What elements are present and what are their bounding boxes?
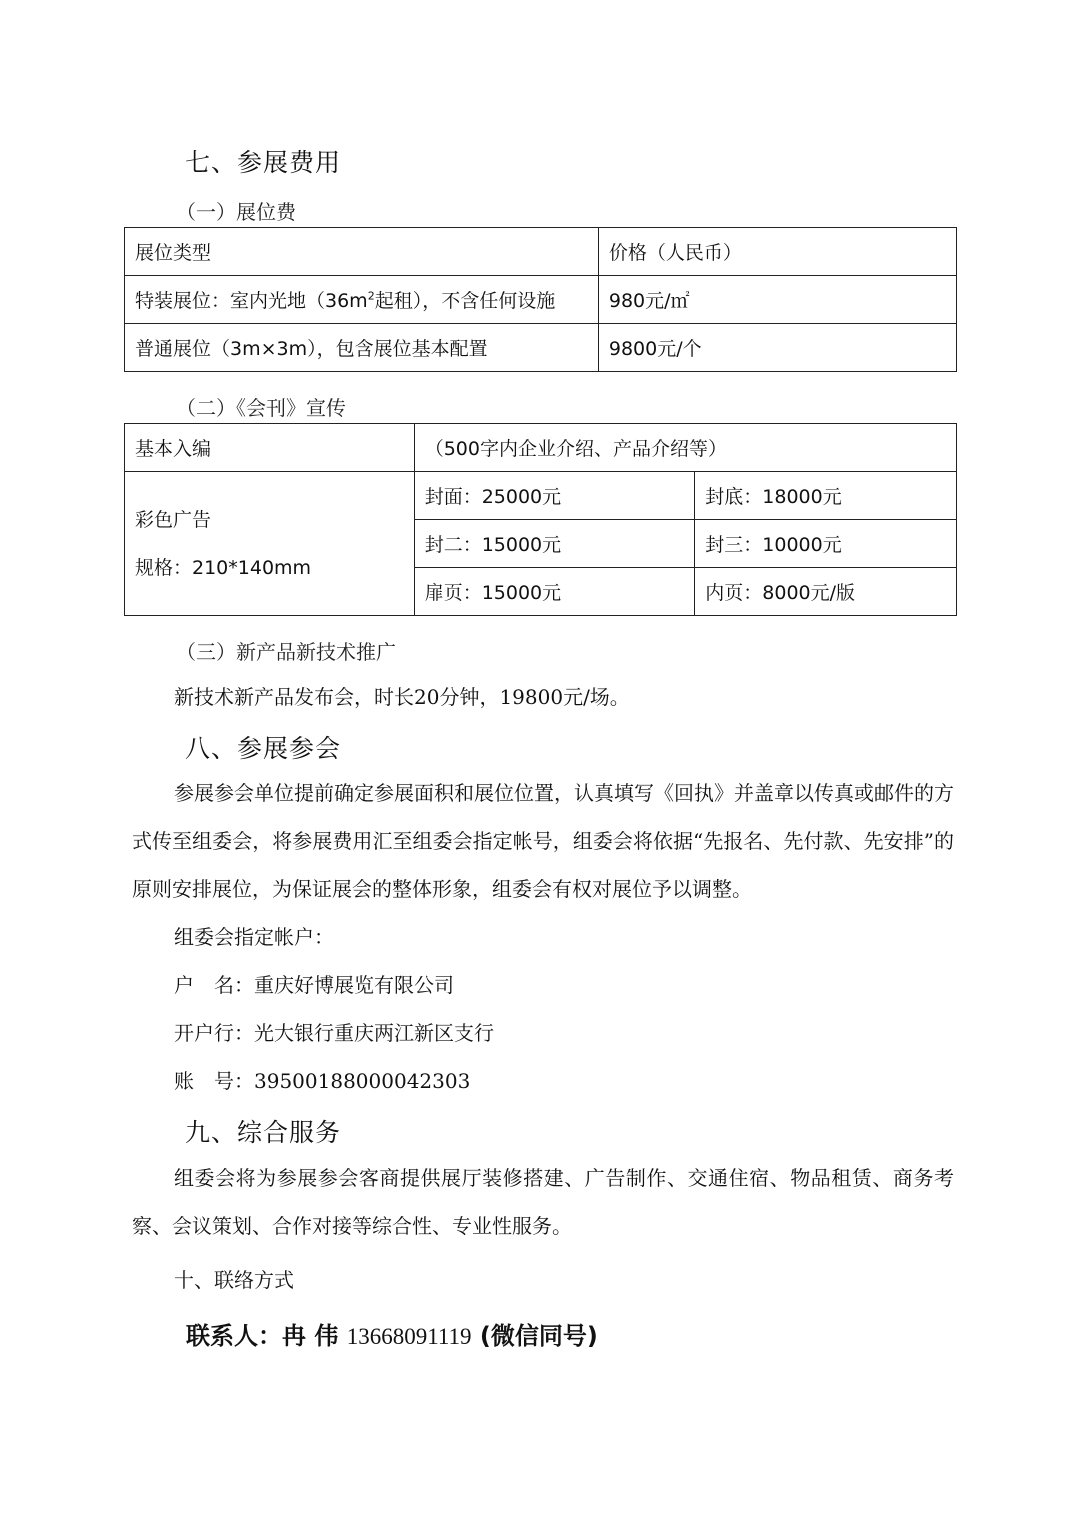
new-product-text: 新技术新产品发布会，时长20分钟，19800元/场。	[174, 685, 630, 709]
contact-label: 联系人：冉 伟	[186, 1322, 339, 1350]
booth-fee-table	[124, 227, 957, 372]
catalog-ad-subtitle: （二）《会刊》宣传	[176, 396, 346, 420]
table-row	[125, 324, 957, 372]
account-name: 户 名：重庆好博展览有限公司	[174, 973, 454, 997]
table-header-cell: 价格（人民币）	[598, 228, 956, 276]
section9-paragraph: 组委会将为参展参会客商提供展厅装修搭建、广告制作、交通住宿、物品租赁、商务考察、会议策划、合作对接等综合性、专业性服务。	[132, 1166, 954, 1238]
table-row	[125, 424, 957, 472]
booth-fee-subtitle: （一）展位费	[176, 200, 296, 224]
section8-title: 八、参展参会	[185, 734, 342, 763]
table-row	[125, 276, 957, 324]
table-row	[125, 472, 957, 520]
ad-spec-label: 规格：210*140mm	[135, 556, 312, 579]
ad-price-cell: 内页：8000元/版	[695, 568, 957, 616]
catalog-ad-table	[124, 423, 957, 616]
ad-price-cell: 封二：15000元	[414, 520, 695, 568]
section8-paragraph: 参展参会单位提前确定参展面积和展位位置，认真填写《回执》并盖章以传真或邮件的方式传至组委会，将参展费用汇至组委会指定帐号，组委会将依据“先报名、先付款、先安排”的原则安排展位，为保证展会的整体形象，组委会有权对展位予以调整。	[132, 781, 954, 901]
booth-type-standard: 普通展位（3m×3m），包含展位基本配置	[125, 324, 599, 372]
account-title: 组委会指定帐户：	[174, 925, 334, 949]
table-header-cell: 展位类型	[125, 228, 599, 276]
contact-line	[186, 1316, 598, 1351]
color-ad-label-cell	[125, 472, 415, 616]
ad-price-cell: 封底：18000元	[695, 472, 957, 520]
section9-title: 九、综合服务	[185, 1118, 342, 1147]
account-number: 账 号：39500188000042303	[174, 1069, 471, 1093]
account-bank: 开户行：光大银行重庆两江新区支行	[174, 1021, 494, 1045]
booth-type-special: 特装展位：室内光地（$36m^2$起租），不含任何设施	[125, 276, 599, 324]
table-row	[125, 228, 957, 276]
basic-entry-label: 基本入编	[125, 424, 415, 472]
ad-price-cell: 扉页：15000元	[414, 568, 695, 616]
ad-price-cell: 封面：25000元	[414, 472, 695, 520]
basic-entry-desc: （500字内企业介绍、产品介绍等）	[414, 424, 956, 472]
booth-price-special: 980元/㎡	[598, 276, 956, 324]
contact-note: (微信同号)	[479, 1322, 598, 1350]
ad-price-cell: 封三：10000元	[695, 520, 957, 568]
new-product-subtitle: （三）新产品新技术推广	[176, 640, 396, 664]
section7-title: 七、参展费用	[185, 148, 342, 177]
contact-phone: 13668091119	[346, 1324, 472, 1349]
section10-title: 十、联络方式	[174, 1268, 294, 1292]
booth-price-standard: 9800元/个	[598, 324, 956, 372]
color-ad-label: 彩色广告	[135, 508, 212, 531]
